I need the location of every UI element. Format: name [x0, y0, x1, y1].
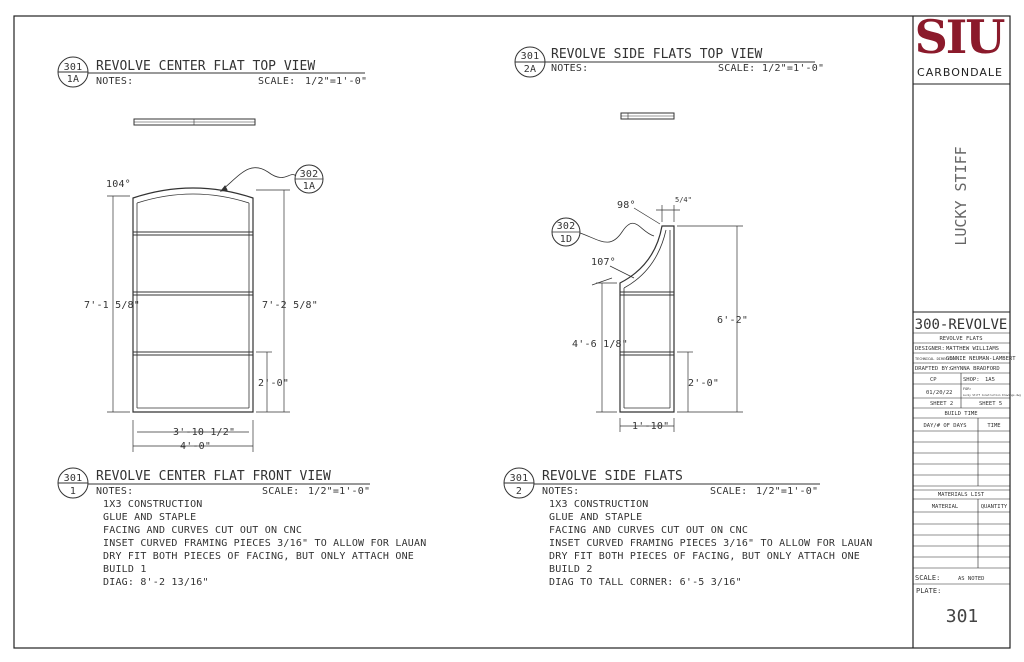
- side-toggle-2: [620, 352, 674, 355]
- side-callout-leader: [580, 223, 654, 242]
- tb-row3-b: SHEET 5: [979, 401, 1003, 407]
- sheet-title: 300-REVOLVE: [914, 317, 1008, 333]
- view-center-top: [58, 57, 367, 125]
- view-side-front: [504, 468, 872, 588]
- center-toggle-3: [133, 352, 253, 355]
- callout-bottom: 1D: [559, 234, 573, 245]
- note-line: DIAG: 8'-2 13/16": [103, 577, 209, 588]
- materials-heading: MATERIALS LIST: [937, 492, 985, 498]
- note-line: DRY FIT BOTH PIECES OF FACING, BUT ONLY ATTACH ONE: [103, 551, 415, 562]
- center-toggle-2: [133, 292, 253, 295]
- siu-logo: SIU: [914, 10, 1004, 64]
- callout-top: 302: [299, 169, 319, 180]
- bubble-sheet-number: 301: [509, 473, 529, 484]
- bubble-sheet-number: 301: [63, 62, 83, 73]
- scale-label: SCALE:: [258, 76, 296, 87]
- center-inner-width-label: 3'-10 1/2": [173, 427, 236, 438]
- tb-row2-a: 01/20/22: [926, 390, 953, 396]
- build-time-grid: [913, 431, 1010, 486]
- view-title: REVOLVE SIDE FLATS TOP VIEW: [551, 47, 763, 62]
- tech-director-name: GENNIE NEUMAN-LAMBERT: [946, 356, 1016, 362]
- note-line: INSET CURVED FRAMING PIECES 3/16" TO ALLOW FOR LAUAN: [103, 538, 427, 549]
- note-line: GLUE AND STAPLE: [103, 512, 197, 523]
- build-time-heading: BUILD TIME: [944, 411, 978, 417]
- view-center-front: [58, 468, 426, 588]
- side-flat-elevation: [552, 205, 743, 432]
- side-flat-curve-inner: [624, 230, 666, 288]
- note-line: BUILD 2: [549, 564, 593, 575]
- title-block: [913, 10, 1021, 627]
- bubble-sheet-number: 301: [63, 473, 83, 484]
- bubble-detail-number: 2A: [523, 64, 537, 75]
- designer-label: DESIGNER:: [915, 346, 945, 352]
- mat-col-material: MATERIAL: [931, 504, 959, 510]
- tb-row2-b: Lucky Stiff Construction Drawings.dwg: [963, 394, 1021, 397]
- build-col-day: DAY/# OF DAYS: [923, 423, 967, 429]
- side-rail-label: 2'-0": [688, 378, 720, 389]
- sheet-subtitle: REVOLVE FLATS: [939, 336, 983, 342]
- mat-col-quantity: QUANTITY: [980, 504, 1008, 510]
- notes-label: NOTES:: [551, 63, 589, 74]
- side-left-height-label: 4'-6 1/8": [572, 339, 628, 350]
- tb-scale-value: AS NOTED: [958, 576, 985, 582]
- drafted-label: DRAFTED BY:: [915, 366, 952, 372]
- tb-scale-label: SCALE:: [915, 574, 941, 582]
- side-top-width-label: 5/4": [675, 196, 692, 204]
- scale-value: 1/2"=1'-0": [308, 486, 371, 497]
- scale-value: 1/2"=1'-0": [762, 63, 825, 74]
- show-title: LUCKY STIFF: [952, 146, 970, 246]
- side-right-height-label: 6'-2": [717, 315, 749, 326]
- notes-label: NOTES:: [96, 76, 134, 87]
- plate-label: PLATE:: [916, 587, 942, 595]
- tb-row1-a: CP: [930, 377, 937, 383]
- side-flat-outline: [620, 226, 674, 412]
- note-line: GLUE AND STAPLE: [549, 512, 643, 523]
- bubble-detail-number: 1A: [66, 74, 80, 85]
- side-angle-top-label: 98°: [617, 200, 636, 211]
- view-title: REVOLVE CENTER FLAT TOP VIEW: [96, 59, 316, 74]
- view-title: REVOLVE CENTER FLAT FRONT VIEW: [96, 469, 331, 484]
- tech-director-label: TECHNICAL DIRECTOR:: [915, 357, 957, 361]
- note-line: DIAG TO TALL CORNER: 6'-5 3/16": [549, 577, 742, 588]
- view-title: REVOLVE SIDE FLATS: [542, 469, 683, 484]
- side-width-label: 1'-10": [632, 421, 670, 432]
- note-line: 1X3 CONSTRUCTION: [549, 499, 649, 510]
- center-angle-label: 104°: [106, 179, 131, 190]
- callout-bottom: 1A: [302, 181, 316, 192]
- tb-row1-b-label: SHOP:: [963, 377, 980, 383]
- scale-value: 1/2"=1'-0": [305, 76, 368, 87]
- center-width-label: 4'-0": [180, 441, 212, 452]
- siu-logo-subtitle: CARBONDALE: [917, 66, 1003, 79]
- center-flat-dimension-labels: [84, 169, 318, 452]
- notes-label: NOTES:: [96, 486, 134, 497]
- center-rail-label: 2'-0": [258, 378, 290, 389]
- bubble-detail-number: 1: [69, 486, 77, 497]
- bubble-sheet-number: 301: [520, 51, 540, 62]
- side-angle-mid-label: 107°: [591, 257, 616, 268]
- scale-label: SCALE:: [710, 486, 748, 497]
- tb-row1-b: 1A5: [985, 377, 995, 383]
- tb-row3-a: SHEET 2: [930, 401, 954, 407]
- note-line: 1X3 CONSTRUCTION: [103, 499, 203, 510]
- designer-name: MATTHEW WILLIAMS: [946, 346, 999, 352]
- tb-row2-b-label: FOR:: [963, 387, 972, 391]
- callout-top: 302: [556, 221, 576, 232]
- materials-grid: [913, 512, 1010, 568]
- note-line: FACING AND CURVES CUT OUT ON CNC: [549, 525, 749, 536]
- note-line: BUILD 1: [103, 564, 147, 575]
- scale-label: SCALE:: [262, 486, 300, 497]
- note-line: INSET CURVED FRAMING PIECES 3/16" TO ALLOW FOR LAUAN: [549, 538, 873, 549]
- note-line: DRY FIT BOTH PIECES OF FACING, BUT ONLY ATTACH ONE: [549, 551, 861, 562]
- scale-label: SCALE:: [718, 63, 756, 74]
- center-left-height-label: 7'-1 5/8": [84, 300, 140, 311]
- side-toggle-1: [620, 292, 674, 295]
- angle-leader: [634, 208, 660, 224]
- notes-label: NOTES:: [542, 486, 580, 497]
- center-toggle-1: [133, 232, 253, 235]
- center-flat-outline: [133, 188, 253, 412]
- build-col-time: TIME: [987, 423, 1001, 429]
- center-flat-curve-inner: [137, 194, 249, 203]
- scale-value: 1/2"=1'-0": [756, 486, 819, 497]
- view-side-top: [515, 47, 824, 119]
- center-callout-leader: [222, 168, 296, 190]
- center-right-height-label: 7'-2 5/8": [262, 300, 318, 311]
- side-flat-dimension-labels: [557, 196, 748, 432]
- plate-number: 301: [945, 606, 979, 627]
- bubble-detail-number: 2: [515, 486, 523, 497]
- note-line: FACING AND CURVES CUT OUT ON CNC: [103, 525, 303, 536]
- drafted-name: GHYNNA BRADFORD: [950, 366, 1000, 372]
